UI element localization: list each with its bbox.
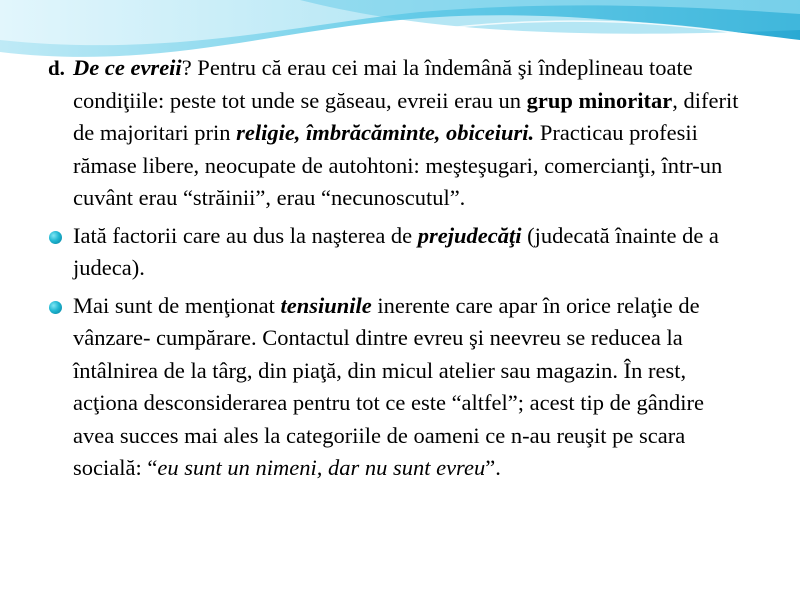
slide-body-text <box>48 52 748 490</box>
text-run: inerente care apar în orice relaţie de vânzare- cumpărare. Contactul dintre evreu şi neevreu se reducea la întâlnirea de la târg, din piaţă, din micul atelier sau magazin. În rest, acţiona desconsiderarea pentru tot ce este “altfel”; acest tip de gândire avea succes mai ales la categoriile de oameni ce n-au reuşit pe scara socială: “ <box>73 292 704 480</box>
text-run: grup minoritar <box>526 87 673 113</box>
text-run: Practicau profesii rămase libere, neocupate de autohtoni: meşteşugari, comercianţi, într-un cuvânt erau “străinii”, erau “necunoscutul”. <box>73 120 723 210</box>
text-run: (judecată înainte de a judeca). <box>73 222 719 280</box>
text-run: Iată factorii care au dus la naşterea de <box>73 222 418 248</box>
text-run: ”. <box>485 455 501 480</box>
text-run: eu sunt un nimeni, dar nu sunt evreu <box>157 455 486 480</box>
slide-paragraph <box>48 52 748 215</box>
text-run: religie, îmbrăcăminte, obiceiuri. <box>236 120 535 145</box>
text-run: , diferit de majoritari prin <box>73 87 739 145</box>
text-run: De ce evreii <box>73 55 182 80</box>
text-run: Mai sunt de menţionat <box>73 292 281 318</box>
bullet-icon <box>49 301 62 314</box>
text-run: ? Pentru că erau cei mai la îndemână şi îndeplineau toate condiţiile: peste tot unde se găseau, evreii erau un <box>73 55 693 113</box>
slide-paragraph <box>48 290 748 485</box>
bullet-icon <box>49 231 62 244</box>
text-run: prejudecăţi <box>417 222 522 248</box>
text-run: tensiunile <box>280 292 372 318</box>
list-marker: d. <box>48 56 65 80</box>
slide-paragraph <box>48 220 748 285</box>
